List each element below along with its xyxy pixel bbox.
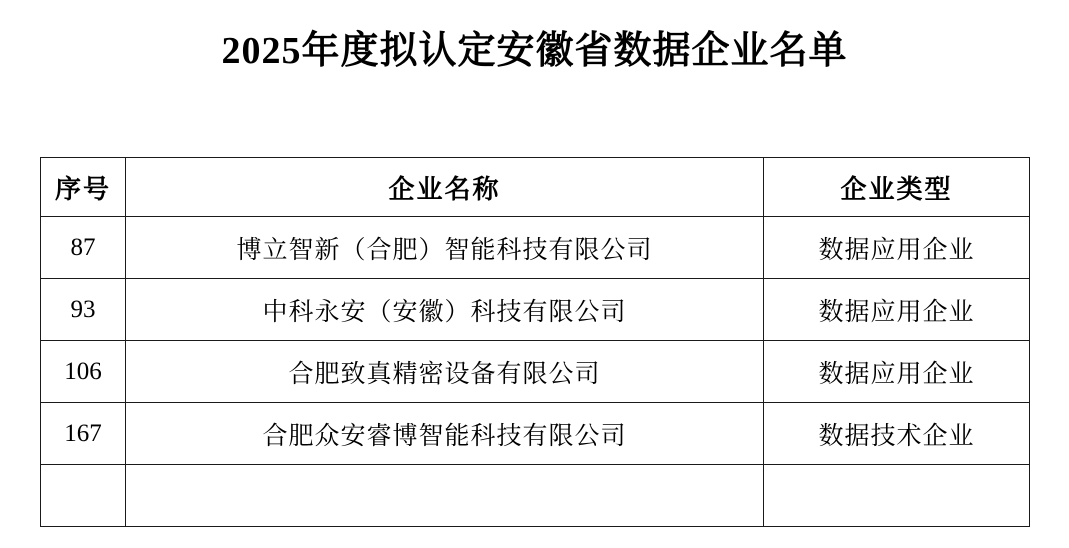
column-header-company-type: 企业类型 — [764, 158, 1030, 217]
table-header-row — [41, 158, 1030, 217]
cell-index: 93 — [41, 279, 126, 341]
enterprise-list-table-container — [40, 157, 1029, 527]
table-row-partial — [41, 465, 1030, 527]
column-header-index: 序号 — [41, 158, 126, 217]
page-title: 2025年度拟认定安徽省数据企业名单 — [221, 30, 848, 72]
cell-company-type-partial — [764, 465, 1030, 527]
cell-company-name-partial — [126, 465, 764, 527]
cell-index-partial — [41, 465, 126, 527]
table-row — [41, 279, 1030, 341]
cell-company-type: 数据应用企业 — [764, 217, 1030, 279]
cell-company-name: 中科永安（安徽）科技有限公司 — [126, 279, 764, 341]
cell-company-type: 数据技术企业 — [764, 403, 1030, 465]
table-row — [41, 341, 1030, 403]
table-row — [41, 403, 1030, 465]
cell-company-type: 数据应用企业 — [764, 341, 1030, 403]
enterprise-list-table — [40, 157, 1030, 527]
table-body — [41, 217, 1030, 527]
cell-index: 167 — [41, 403, 126, 465]
table-row — [41, 217, 1030, 279]
cell-index: 106 — [41, 341, 126, 403]
cell-company-name: 合肥众安睿博智能科技有限公司 — [126, 403, 764, 465]
cell-company-name: 博立智新（合肥）智能科技有限公司 — [126, 217, 764, 279]
cell-company-name: 合肥致真精密设备有限公司 — [126, 341, 764, 403]
cell-company-type: 数据应用企业 — [764, 279, 1030, 341]
table-header — [41, 158, 1030, 217]
cell-index: 87 — [41, 217, 126, 279]
column-header-company-name: 企业名称 — [126, 158, 764, 217]
